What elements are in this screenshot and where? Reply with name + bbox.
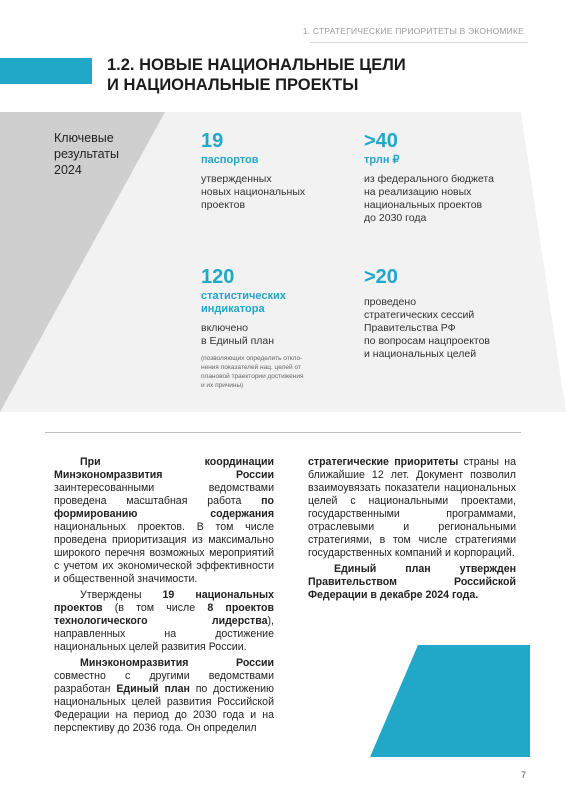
stat-passports — [201, 130, 341, 212]
body-paragraph: Единый план утвержден Правительством Российской Федерации в декабре 2024 года. — [308, 563, 516, 601]
key-results-label-year: 2024 — [54, 163, 82, 177]
stat-note: (позволяющих определить откло- нения показателей нац. целей от плановой траектории достижения и их причины) — [201, 355, 304, 389]
stat-indicators — [201, 266, 351, 390]
stat-description: из федерального бюджета на реализацию новых национальных проектов до 2030 года — [364, 173, 494, 224]
section-divider — [45, 432, 521, 433]
stat-description: утвержденных новых национальных проектов — [201, 173, 306, 211]
stat-unit: трлн ₽ — [364, 154, 400, 166]
stat-number: >20 — [364, 266, 398, 288]
body-paragraph: стратегические приоритеты страны на ближайшие 12 лет. Документ позволил взаимоувязать показатели национальных целей с национальными проектами, государственными программами, отраслевыми и региональными стратегиями, в том числе стратегиями государственных компаний и корпораций. — [308, 456, 516, 559]
key-results-label-line: результаты — [54, 147, 119, 161]
section-title-line2: И НАЦИОНАЛЬНЫЕ ПРОЕКТЫ — [107, 76, 359, 94]
title-accent-band — [0, 58, 92, 84]
stat-description: включено в Единый план — [201, 322, 275, 347]
page-number: 7 — [520, 770, 526, 780]
stat-budget — [364, 130, 534, 225]
header-rule — [310, 42, 528, 43]
section-title-line1: 1.2. НОВЫЕ НАЦИОНАЛЬНЫЕ ЦЕЛИ — [107, 56, 406, 74]
decorative-triangle — [370, 645, 530, 757]
stat-sessions — [364, 266, 534, 361]
stat-number: 19 — [201, 130, 224, 152]
body-right-column — [308, 456, 516, 602]
body-paragraph: При координации Минэкономразвития России заинтересованными ведомствами проведена масштабная работа по формированию содержания национальных проектов. В том числе проведена приоритизация из максимально широкого перечня возможных мероприятий с учетом их экономической эффективности и общественной значимости. — [54, 456, 274, 585]
stat-number: >40 — [364, 130, 398, 152]
stat-number: 120 — [201, 266, 235, 288]
key-results-label — [54, 130, 154, 178]
running-head: 1. СТРАТЕГИЧЕСКИЕ ПРИОРИТЕТЫ В ЭКОНОМИКЕ — [302, 26, 524, 36]
stat-unit: паспортов — [201, 154, 259, 166]
key-results-label-line: Ключевые — [54, 131, 114, 145]
body-left-column — [54, 456, 274, 735]
body-paragraph: Утверждены 19 национальных проектов (в том числе 8 проектов технологического лидерства), направленных на достижение национальных целей развития России. — [54, 589, 274, 653]
stat-unit: статистических индикатора — [201, 290, 286, 315]
section-title — [107, 55, 437, 95]
body-paragraph: Минэкономразвития России совместно с другими ведомствами разработан Единый план по достижению национальных целей развития Российской Федерации на период до 2030 года и на перспективу до 2036 года. Он определил — [54, 657, 274, 734]
stat-description: проведено стратегических сессий Правительства РФ по вопросам нацпроектов и национальных целей — [364, 296, 491, 360]
